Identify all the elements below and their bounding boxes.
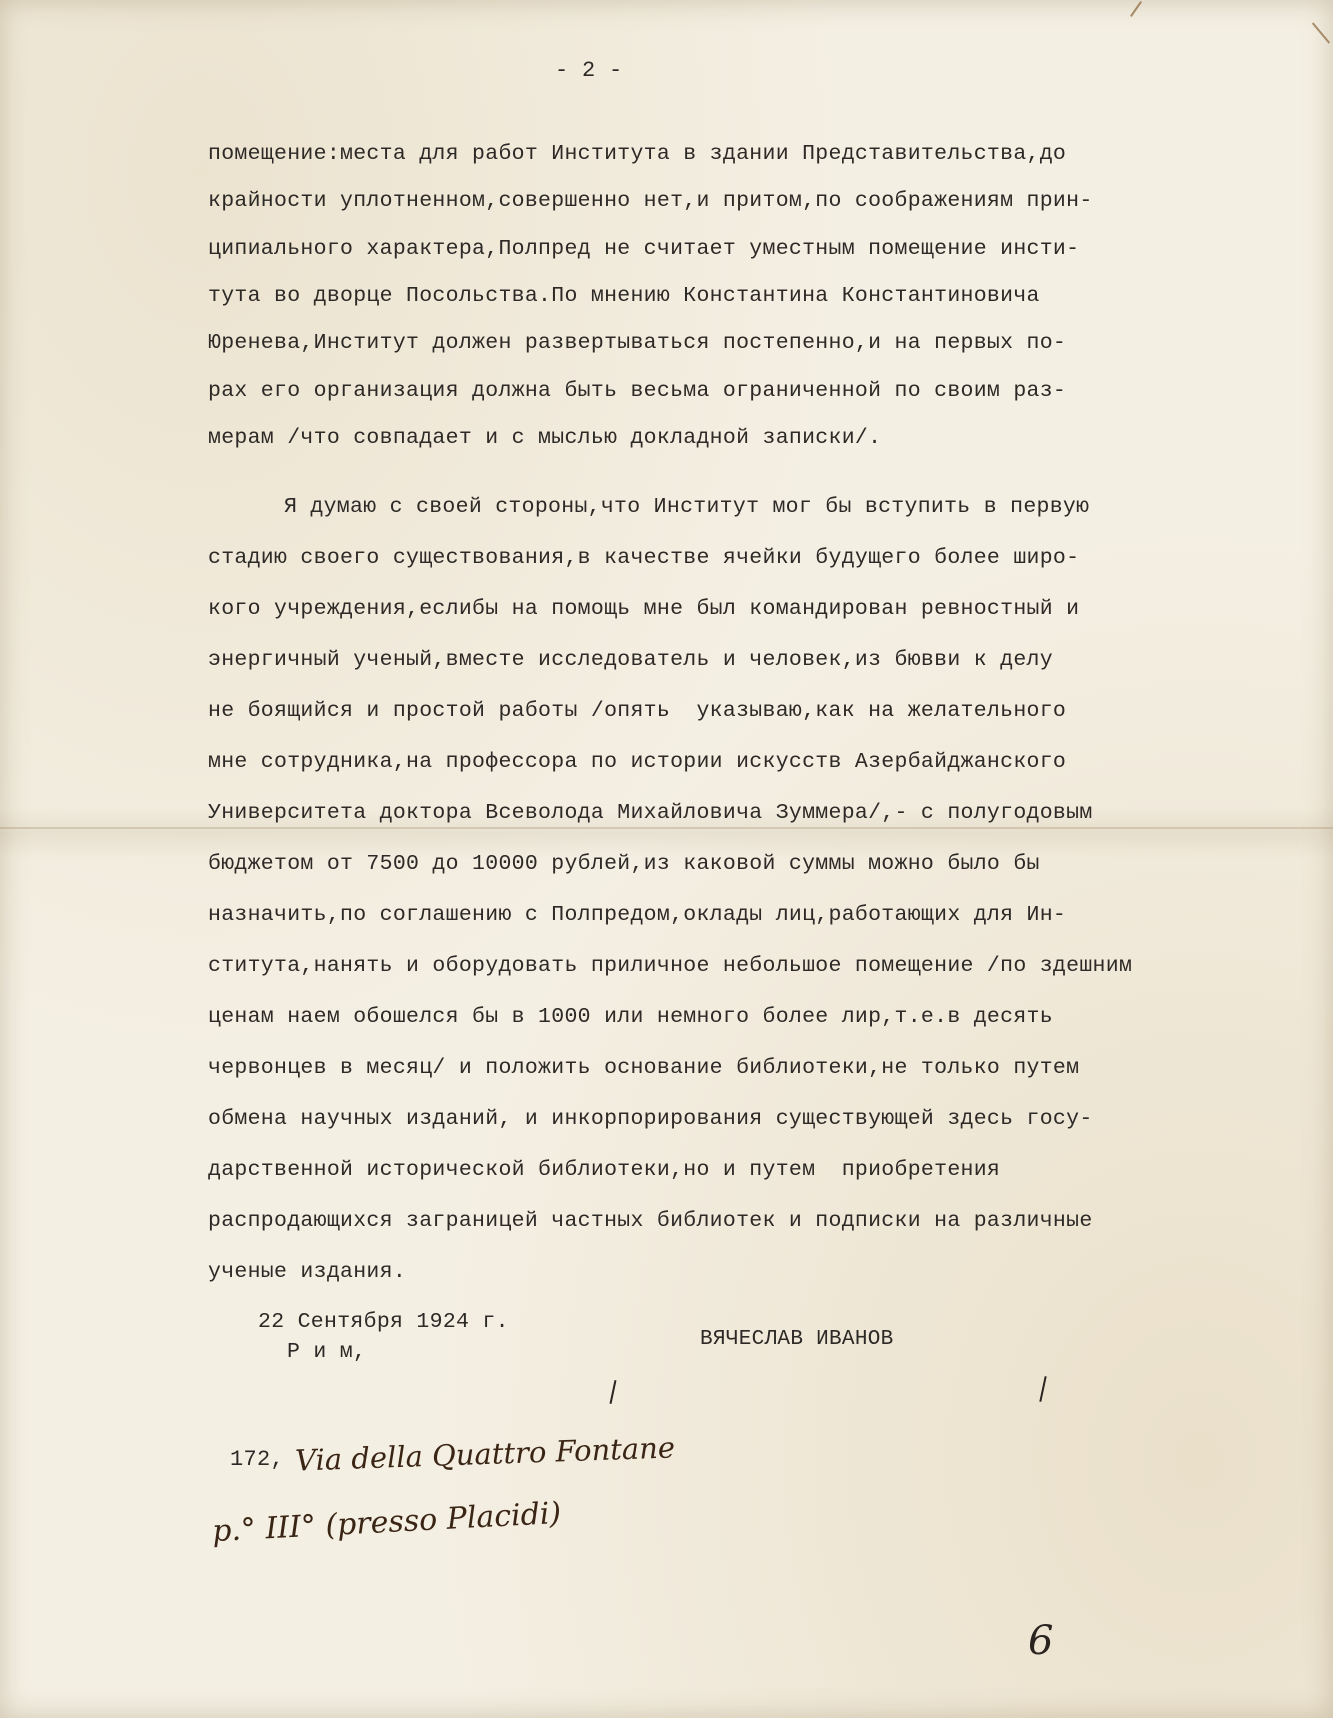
text-line: Я думаю с своей стороны,что Институт мог бы вступить в первую bbox=[284, 495, 1090, 519]
text-line: Юренева,Институт должен развертываться постепенно,и на первых по- bbox=[208, 331, 1067, 356]
text-line: ученые издания. bbox=[208, 1260, 407, 1284]
text-line: Университета доктора Всеволода Михайловича Зуммера/,- с полугодовым bbox=[208, 801, 1093, 825]
text-line: дарственной исторической библиотеки,но и путем приобретения bbox=[208, 1158, 1001, 1182]
text-line: назначить,по соглашению с Полпредом,оклады лиц,работающих для Ин- bbox=[208, 903, 1067, 927]
text-line: тута во дворце Посольства.По мнению Константина Константиновича bbox=[208, 283, 1040, 308]
paper-mark bbox=[1312, 22, 1330, 43]
text-line: стадию своего существования,в качестве ячейки будущего более широ- bbox=[208, 546, 1080, 570]
text-line: помещение:места для работ Института в здании Представительства,до bbox=[208, 142, 1067, 166]
handwritten-address-line-1: Via della Quattro Fontane bbox=[294, 1430, 676, 1478]
text-line: ципиального характера,Полпред не считает уместным помещение инсти- bbox=[208, 236, 1080, 261]
signature-typed: ВЯЧЕСЛАВ ИВАНОВ bbox=[700, 1328, 894, 1351]
text-line: червонцев в месяц/ и положить основание библиотеки,не только путем bbox=[208, 1056, 1080, 1080]
text-line: мне сотрудника,на профессора по истории искусств Азербайджанского bbox=[208, 750, 1067, 774]
text-line: бюджетом от 7500 до 10000 рублей,из каковой суммы можно было бы bbox=[208, 852, 1040, 876]
handwritten-address-line-2: p.° III° (presso Placidi) bbox=[211, 1495, 563, 1550]
pen-mark bbox=[1039, 1376, 1046, 1402]
letter-date: 22 Сентября 1924 г. bbox=[258, 1310, 509, 1334]
text-line: кого учреждения,еслибы на помощь мне был командирован ревностный и bbox=[208, 597, 1080, 621]
paper-mark bbox=[1130, 1, 1142, 17]
text-line: распродающихся заграницей частных библиотек и подписки на различные bbox=[208, 1209, 1093, 1233]
page-number: - 2 - bbox=[555, 58, 623, 83]
text-line: крайности уплотненном,совершенно нет,и притом,по соображениям прин- bbox=[208, 189, 1093, 214]
text-line: не боящийся и простой работы /опять указываю,как на желательного bbox=[208, 699, 1067, 723]
paper-fold-line bbox=[0, 827, 1333, 829]
letter-place: Р и м, bbox=[287, 1340, 367, 1364]
address-number: 172, bbox=[230, 1447, 285, 1472]
handwritten-page-mark: 6 bbox=[1028, 1618, 1054, 1664]
text-line: обмена научных изданий, и инкорпорирования существующей здесь госу- bbox=[208, 1107, 1093, 1131]
text-line: ститута,нанять и оборудовать приличное небольшое помещение /по здешним bbox=[208, 954, 1133, 978]
pen-mark bbox=[610, 1380, 617, 1404]
text-line: рах его организация должна быть весьма ограниченной по своим раз- bbox=[208, 378, 1067, 403]
text-line: ценам наем обошелся бы в 1000 или немного более лир,т.е.в десять bbox=[208, 1005, 1053, 1029]
text-line: мерам /что совпадает и с мыслью докладной записки/. bbox=[208, 425, 882, 450]
text-line: энергичный ученый,вместе исследователь и человек,из бювви к делу bbox=[208, 648, 1053, 672]
